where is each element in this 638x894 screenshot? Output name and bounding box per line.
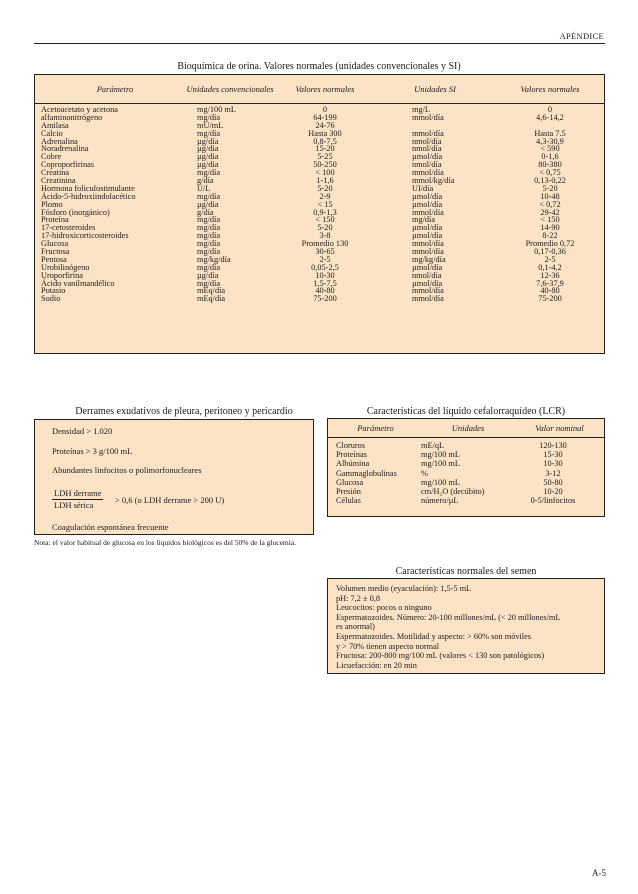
cell-parametro: Fósforo (inorgánico) — [41, 207, 110, 217]
lcr-cell-parametro: Cloruros — [336, 441, 366, 450]
cell-parametro: Urobilinógeno — [41, 262, 90, 272]
cell-unidades-si: nmol/día — [412, 160, 442, 170]
cell-unidades-conv: µg/día — [197, 136, 219, 146]
ldh-numerator: LDH derrame — [54, 488, 102, 498]
lcr-cell-unidades: % — [421, 468, 428, 478]
cell-valor-normal-si: 4,3-30,9 — [536, 136, 564, 146]
lcr-cell-unidades: mg/100 mL — [421, 477, 460, 487]
lcr-title: Características del líquido cefalorraquídeo (LCR) — [366, 406, 566, 417]
cell-unidades-si: UI/día — [412, 183, 434, 193]
lcr-cell-unidades: número/µL — [421, 496, 459, 506]
ldh-criterion: > 0,6 (o LDH derrame > 200 U) — [115, 495, 225, 505]
cell-parametro: Creatina — [41, 168, 70, 178]
list-item: Espermatozoides. Motilidad y aspecto: > 60% son móviles — [336, 632, 532, 641]
cell-unidades-si: mg/L — [412, 105, 430, 114]
lcr-cell-unidades: mg/100 mL — [421, 459, 460, 469]
cell-valor-normal: Promedio 130 — [301, 239, 349, 249]
cell-valor-normal-si: 5-20 — [542, 183, 558, 193]
cell-valor-normal: < 100 — [315, 168, 335, 178]
cell-valor-normal-si: 75-200 — [538, 294, 562, 304]
lcr-cell-parametro: Glucosa — [336, 477, 364, 487]
list-item: Leucocitos: pocos o ninguno — [336, 603, 432, 613]
cell-valor-normal-si: 14-90 — [540, 223, 560, 233]
cell-unidades-conv: mg/día — [197, 262, 221, 272]
cell-valor-normal: 5-20 — [317, 183, 333, 193]
cell-valor-normal-si: 40-80 — [540, 286, 560, 296]
cell-unidades-si: mmol/día — [412, 239, 444, 249]
list-item: y > 70% tienen aspecto normal — [336, 641, 440, 651]
cell-valor-normal: 75-200 — [313, 294, 337, 304]
list-item: pH: 7,2 ± 0,8 — [336, 593, 380, 603]
cell-valor-normal: 0,8-7,5 — [313, 136, 337, 146]
list-item: Licuefacción: en 20 min — [336, 660, 417, 670]
effusions-coagulation: Coagulación espontánea frecuente — [52, 522, 169, 532]
cell-unidades-conv: µg/día — [197, 152, 219, 162]
cell-unidades-si: µmol/día — [412, 223, 443, 233]
cell-valor-normal: 50-250 — [313, 160, 337, 170]
lcr-cell-unidades: mg/100 mL — [421, 450, 460, 460]
cell-parametro: Noradrenalina — [41, 144, 89, 154]
cell-parametro: Proteína — [41, 215, 69, 225]
cell-unidades-si: mmol/día — [412, 207, 444, 217]
lcr-cell-valor: 15-30 — [543, 450, 563, 460]
lcr-cell-valor: 0-5/linfocitos — [530, 496, 576, 506]
cell-valor-normal: < 150 — [315, 215, 335, 225]
cell-unidades-si: µmol/día — [412, 278, 443, 288]
urine-table — [34, 74, 605, 354]
lcr-table-body — [328, 441, 604, 505]
cell-unidades-conv: mg/día — [197, 191, 221, 201]
col-header-valores-normales-si: Valores normales — [520, 84, 580, 94]
ldh-fraction — [52, 488, 103, 511]
table-row — [328, 469, 604, 478]
cell-parametro: Potasio — [41, 286, 66, 296]
cell-unidades-si: µmol/día — [412, 199, 443, 209]
col-header-unidades-si: Unidades SI — [414, 84, 456, 94]
lcr-cell-valor: 3-12 — [545, 468, 561, 478]
lcr-col-valor: Valor nominal — [535, 423, 584, 433]
cell-unidades-si: µmol/día — [412, 231, 443, 241]
cell-parametro: Creatinina — [41, 176, 76, 186]
col-header-parametro: Parámetro — [96, 84, 134, 94]
effusions-density: Densidad > 1.020 — [52, 426, 113, 436]
cell-unidades-si: mmol/día — [412, 128, 444, 138]
cell-parametro: 17-cetosteroides — [41, 223, 96, 233]
cell-unidades-conv: mg/día — [197, 128, 221, 138]
lcr-cell-parametro: Células — [336, 496, 361, 506]
lcr-cell-parametro: Albúmina — [336, 459, 370, 469]
cell-parametro: Ácido vanilmandélico — [41, 278, 115, 288]
cell-unidades-conv: mg/día — [197, 215, 221, 225]
cell-unidades-conv: µg/día — [197, 160, 219, 170]
cell-valor-normal-si: < 150 — [540, 215, 560, 225]
urine-table-body — [35, 106, 604, 303]
lcr-cell-valor: 120-130 — [539, 441, 567, 450]
cell-unidades-si: mg/día — [412, 215, 436, 225]
table-row — [328, 487, 604, 496]
cell-valor-normal: 3-8 — [319, 231, 331, 241]
cell-parametro: Fructosa — [41, 247, 70, 257]
cell-unidades-si: mmol/día — [412, 112, 444, 122]
effusions-cells: Abundantes linfocitos o polimorfonucleares — [52, 465, 202, 475]
cell-valor-normal-si: 29-42 — [540, 207, 560, 217]
page-number: A-5 — [592, 868, 606, 878]
effusions-box — [34, 419, 314, 535]
cell-unidades-si: µmol/día — [412, 152, 443, 162]
cell-valor-normal-si: 0 — [547, 105, 553, 114]
cell-unidades-si: nmol/día — [412, 136, 442, 146]
lcr-cell-parametro: Presión — [336, 486, 361, 496]
cell-valor-normal: 15-20 — [315, 144, 335, 154]
cell-parametro: Coproporfirinas — [41, 160, 94, 170]
cell-unidades-conv: mg/día — [197, 168, 221, 178]
cell-unidades-conv: mg/día — [197, 278, 221, 288]
lcr-col-unidades: Unidades — [451, 423, 485, 433]
header-label: APÉNDICE — [559, 31, 604, 41]
cell-unidades-si: nmol/día — [412, 144, 442, 154]
list-item: Fructosa: 200-800 mg/100 mL (valores < 130 son patológicos) — [336, 651, 545, 661]
ldh-denominator: LDH sérica — [54, 500, 94, 510]
urine-table-title: Bioquímica de orina. Valores normales (unidades convencionales y SI) — [177, 61, 461, 72]
cell-valor-normal: 2-9 — [319, 191, 331, 201]
cell-valor-normal: 5-25 — [317, 152, 333, 162]
cell-valor-normal: 1-1,6 — [316, 176, 334, 186]
cell-parametro: alfaminonitrógeno — [41, 112, 103, 122]
cell-parametro: Sodio — [41, 294, 61, 304]
cell-parametro: 17-hidroxicorticosteroides — [41, 231, 129, 241]
cell-valor-normal: 2-5 — [319, 254, 331, 264]
cell-valor-normal-si: 10-48 — [540, 191, 560, 201]
cell-parametro: Hormona foliculostimulante — [41, 183, 135, 193]
cell-valor-normal-si: 0,17-0,36 — [534, 247, 566, 257]
cell-unidades-conv: mU/mL — [197, 120, 224, 130]
cell-unidades-si: µmol/día — [412, 262, 443, 272]
lcr-table — [327, 418, 605, 517]
lcr-cell-valor: 50-80 — [543, 477, 563, 487]
urine-table-header — [35, 75, 604, 104]
cell-valor-normal: 0,05-2,5 — [311, 262, 339, 272]
table-row — [35, 295, 604, 303]
cell-parametro: Acetoacetato y acetona — [41, 105, 118, 114]
cell-parametro: Ácido-5-hidroxiindolacético — [41, 191, 136, 201]
cell-valor-normal: 0 — [322, 105, 328, 114]
cell-valor-normal: Hasta 300 — [308, 128, 342, 138]
cell-unidades-si: mmol/día — [412, 286, 444, 296]
cell-unidades-conv: µg/día — [197, 270, 219, 280]
cell-unidades-conv: µg/día — [197, 199, 219, 209]
cell-unidades-conv: mg/día — [197, 231, 221, 241]
cell-valor-normal: < 15 — [317, 199, 333, 209]
cell-valor-normal-si: 8-22 — [542, 231, 558, 241]
cell-unidades-si: mmol/día — [412, 168, 444, 178]
cell-unidades-conv: g/día — [197, 207, 214, 217]
cell-unidades-conv: mg/100 mL — [197, 105, 236, 114]
cell-valor-normal-si: < 590 — [540, 144, 560, 154]
cell-valor-normal-si: < 0,72 — [539, 199, 561, 209]
col-header-valores-normales: Valores normales — [295, 84, 355, 94]
cell-valor-normal: 30-65 — [315, 247, 335, 257]
cell-unidades-conv: µg/día — [197, 144, 219, 154]
lcr-table-header — [328, 419, 604, 438]
cell-unidades-si: mmol/día — [412, 247, 444, 257]
lcr-cell-valor: 10-20 — [543, 486, 563, 496]
col-header-unidades-conv: Unidades convencionales — [186, 84, 274, 94]
cell-valor-normal: 40-80 — [315, 286, 335, 296]
cell-unidades-conv: mg/día — [197, 247, 221, 257]
cell-parametro: Cobre — [41, 152, 62, 162]
cell-parametro: Adrenalina — [41, 136, 78, 146]
lcr-cell-valor: 10-30 — [543, 459, 563, 469]
lcr-cell-unidades: mE/qL — [421, 441, 445, 450]
table-row — [328, 459, 604, 468]
cell-parametro: Plomo — [41, 199, 63, 209]
effusions-title: Derrames exudativos de pleura, peritoneo y pericardio — [75, 406, 293, 417]
semen-box — [327, 578, 605, 674]
cell-valor-normal: 10-30 — [315, 270, 335, 280]
cell-valor-normal: 0,9-1,3 — [313, 207, 337, 217]
cell-unidades-conv: mEq/día — [197, 294, 226, 304]
cell-unidades-si: µmol/día — [412, 191, 443, 201]
list-item: es anormal) — [336, 622, 375, 632]
cell-parametro: Pentosa — [41, 254, 67, 264]
cell-valor-normal-si: 2-5 — [544, 254, 556, 264]
cell-valor-normal-si: 7,6-37,9 — [536, 278, 564, 288]
cell-parametro: Amilasa — [41, 120, 69, 130]
cell-valor-normal-si: Hasta 7.5 — [534, 128, 566, 138]
cell-unidades-conv: mEq/día — [197, 286, 226, 296]
lcr-col-parametro: Parámetro — [357, 423, 394, 433]
list-item: Espermatozoides. Número: 20-100 millones/mL (< 20 millones/mL — [336, 612, 561, 622]
cell-valor-normal-si: 80-380 — [538, 160, 562, 170]
cell-unidades-si: mmol/día — [412, 294, 444, 304]
cell-parametro: Uroporfirina — [41, 270, 83, 280]
glucose-note: Nota: el valor habitual de glucosa en los líquidos biológicos es del 50% de la glucemia. — [34, 538, 297, 547]
table-row — [328, 478, 604, 487]
cell-unidades-conv: mg/día — [197, 223, 221, 233]
cell-unidades-si: nmol/día — [412, 270, 442, 280]
cell-valor-normal-si: < 0,75 — [539, 168, 561, 178]
lcr-cell-unidades: cm/H₂O (decúbito) — [421, 486, 485, 496]
cell-parametro: Glucosa — [41, 239, 69, 249]
cell-parametro: Calcio — [41, 128, 63, 138]
header-rule — [34, 43, 605, 44]
cell-valor-normal-si: 0-1,6 — [541, 152, 559, 162]
cell-unidades-si: mg/kg/día — [412, 254, 446, 264]
cell-valor-normal-si: 0,1-4,2 — [538, 262, 562, 272]
cell-valor-normal-si: Promedio 0,72 — [525, 239, 575, 249]
semen-title: Características normales del semen — [395, 566, 537, 577]
cell-unidades-si: mmol/kg/día — [412, 176, 455, 186]
cell-unidades-conv: mg/día — [197, 239, 221, 249]
cell-valor-normal: 64-199 — [313, 112, 337, 122]
cell-valor-normal-si: 12-36 — [540, 270, 560, 280]
lcr-cell-parametro: Proteínas — [336, 450, 367, 460]
cell-valor-normal: 1,5-7,5 — [313, 278, 337, 288]
cell-valor-normal: 5-20 — [317, 223, 333, 233]
cell-valor-normal-si: 4,6-14,2 — [536, 112, 564, 122]
list-item: Volumen medio (eyaculación): 1,5-5 mL — [336, 584, 472, 593]
effusions-proteins: Proteínas > 3 g/100 mL — [52, 446, 133, 456]
cell-valor-normal-si: 0,13-0,22 — [534, 176, 566, 186]
cell-unidades-conv: mg/día — [197, 112, 221, 122]
cell-unidades-conv: mg/kg/día — [197, 254, 231, 264]
cell-unidades-conv: g/día — [197, 176, 214, 186]
table-row — [328, 441, 604, 450]
table-row — [328, 450, 604, 459]
cell-unidades-conv: U/L — [197, 183, 211, 193]
cell-valor-normal: 24-76 — [315, 120, 335, 130]
table-row — [328, 496, 604, 505]
lcr-cell-parametro: Gammaglobulinas — [336, 468, 397, 478]
